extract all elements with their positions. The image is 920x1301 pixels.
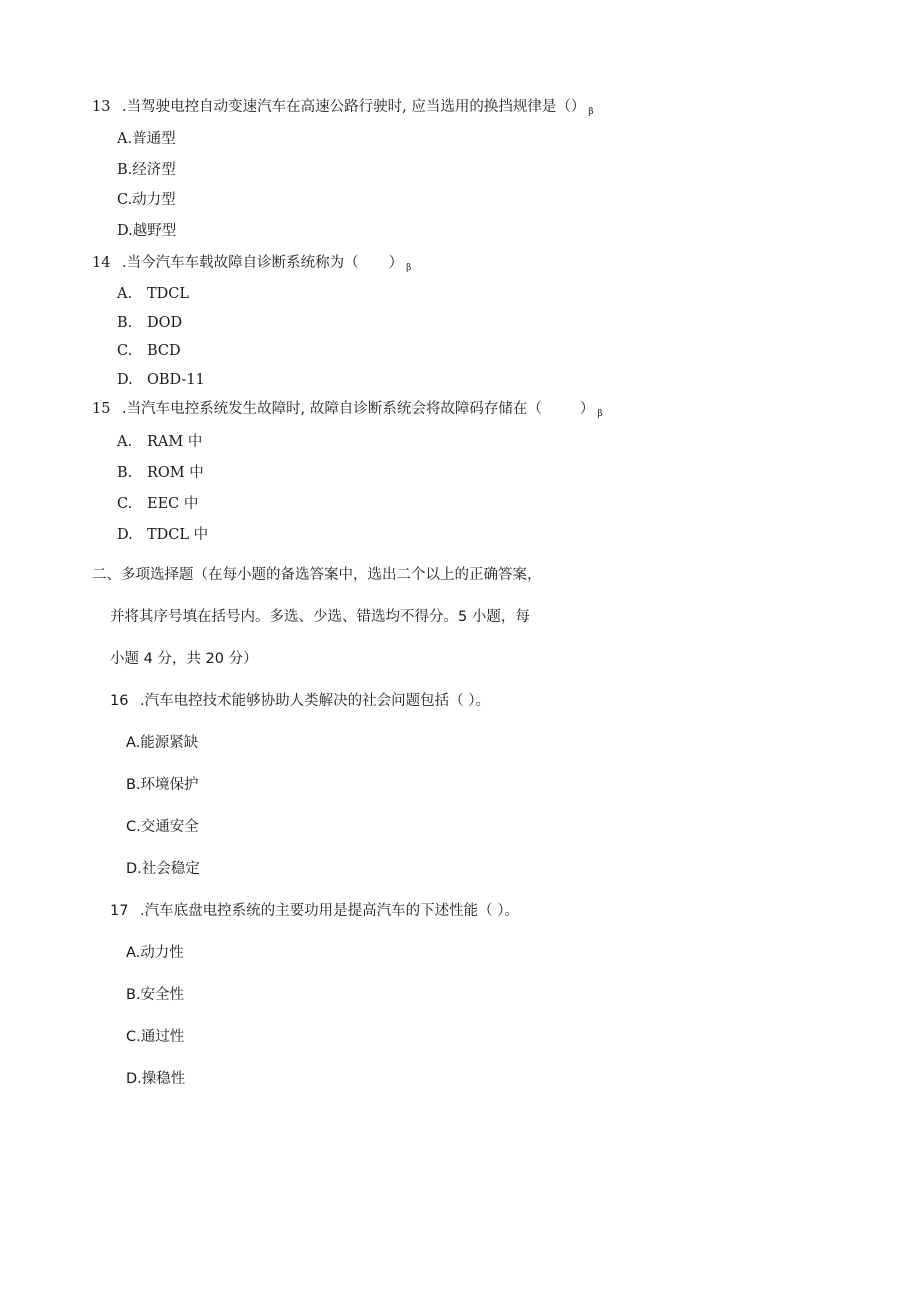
q15-option-c: [117, 494, 198, 514]
q14-option-a: [117, 284, 189, 304]
option-letter: B.: [117, 315, 133, 331]
q13-option-d: D.越野型: [117, 223, 177, 239]
option-letter: B.: [117, 465, 133, 481]
question-number: 13: [92, 99, 111, 115]
question-16-stem: [110, 691, 490, 711]
question-number: 15: [92, 401, 111, 417]
question-mark: β: [406, 263, 412, 273]
question-text: .汽车电控技术能够协助人类解决的社会问题包括（ ）。: [140, 693, 490, 709]
section-2-heading-line-1: 二、多项选择题（在每小题的备选答案中，选出二个以上的正确答案，: [92, 567, 542, 583]
q17-option-d: D.操稳性: [126, 1071, 186, 1087]
option-letter: C.: [117, 496, 133, 512]
section-2-heading-line-2: 并将其序号填在括号内。多选、少选、错选均不得分。5 小题，每: [110, 609, 530, 625]
q15-option-a: [117, 432, 202, 452]
question-number: 17: [110, 903, 129, 919]
option-text: TDCL: [147, 286, 190, 302]
question-14-stem: [92, 253, 411, 278]
q17-option-a: A.动力性: [126, 945, 184, 961]
q16-option-d: D.社会稳定: [126, 861, 200, 877]
q17-option-b: B.安全性: [126, 987, 185, 1003]
option-text: OBD-11: [147, 372, 205, 388]
q14-option-b: [117, 313, 182, 333]
question-text: .当今汽车车载故障自诊断系统称为（: [122, 255, 359, 271]
question-number: 14: [92, 255, 111, 271]
question-15-stem: [92, 399, 603, 424]
q17-option-c: C.通过性: [126, 1029, 185, 1045]
question-mark: β: [597, 409, 603, 419]
question-13-stem: [92, 97, 594, 122]
q13-option-b: B.经济型: [117, 162, 176, 178]
question-text-close: ）: [388, 255, 404, 271]
q14-option-c: [117, 341, 181, 361]
question-number: 16: [110, 693, 129, 709]
q16-option-b: B.环境保护: [126, 777, 199, 793]
question-text: .当汽车电控系统发生故障时, 故障自诊断系统会将故障码存储在（: [122, 401, 542, 417]
q13-option-c: C.动力型: [117, 192, 176, 208]
q16-option-a: A.能源紧缺: [126, 735, 199, 751]
option-text: EEC 中: [147, 496, 199, 512]
question-text-close: ）: [579, 401, 595, 417]
q13-option-a: A.普通型: [117, 131, 176, 147]
option-letter: C.: [117, 343, 133, 359]
option-letter: D.: [117, 372, 133, 388]
option-text: TDCL 中: [147, 527, 209, 543]
q15-option-d: [117, 525, 208, 545]
option-letter: A.: [117, 286, 133, 302]
q14-option-d: [117, 370, 205, 390]
question-text: .当驾驶电控自动变速汽车在高速公路行驶时, 应当选用的换挡规律是（）: [122, 99, 586, 115]
question-mark: β: [588, 107, 594, 117]
option-text: ROM 中: [147, 465, 204, 481]
section-2-heading-line-3: 小题 4 分，共 20 分）: [110, 651, 258, 667]
q16-option-c: C.交通安全: [126, 819, 199, 835]
option-text: BCD: [147, 343, 181, 359]
question-text: .汽车底盘电控系统的主要功用是提高汽车的下述性能（ ）。: [140, 903, 519, 919]
q15-option-b: [117, 463, 204, 483]
option-letter: A.: [117, 434, 133, 450]
question-17-stem: [110, 901, 519, 921]
option-text: RAM 中: [147, 434, 203, 450]
option-text: DOD: [147, 315, 183, 331]
option-letter: D.: [117, 527, 133, 543]
